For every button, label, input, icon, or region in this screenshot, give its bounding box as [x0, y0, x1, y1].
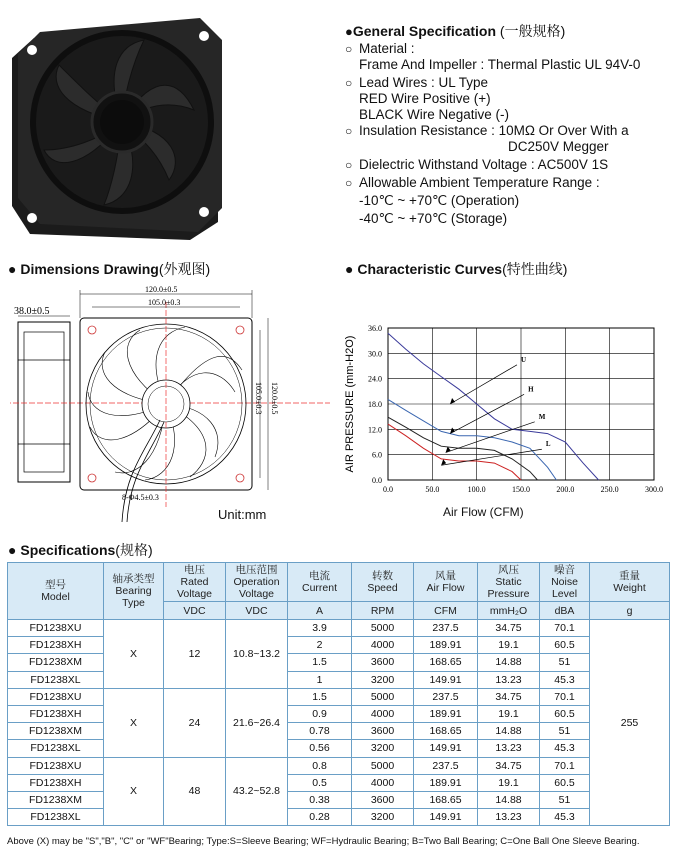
rated-voltage-cell: 24	[164, 688, 226, 757]
speed-cell: 4000	[352, 705, 414, 722]
speed-cell: 5000	[352, 757, 414, 774]
current-cell: 3.9	[288, 620, 352, 637]
spec-ambient-op: -10℃ ~ +70℃ (Operation)	[359, 193, 520, 208]
chart-y-axis-title: AIR PRESSURE (mm-H2O)	[344, 335, 356, 473]
series-pointer-h	[450, 394, 524, 433]
speed-cell: 3600	[352, 654, 414, 671]
series-pointer-m	[446, 422, 535, 453]
x-tick-label: 300.0	[645, 485, 663, 494]
speed-cell: 5000	[352, 620, 414, 637]
general-spec-title-cn: (一般规格)	[499, 23, 566, 39]
current-cell: 0.5	[288, 774, 352, 791]
model-cell: FD1238XM	[8, 723, 104, 740]
spec-lead	[345, 75, 670, 91]
current-cell: 1.5	[288, 688, 352, 705]
speed-cell: 3200	[352, 809, 414, 826]
dim-width-105: 105.0±0.3	[148, 298, 181, 307]
unit-cell: RPM	[352, 602, 414, 620]
current-cell: 0.78	[288, 723, 352, 740]
y-tick-label: 30.0	[368, 349, 382, 359]
bearing-footnote: Above (X) may be "S","B", "C" or "WF"Bearing; Type:S=Sleeve Bearing; WF=Hydraulic Bearing; B=Two Ball Bearing; C=One Ball One Sleeve Bearing.	[7, 836, 640, 847]
column-header-cn: 风量	[435, 570, 456, 582]
noise-cell: 45.3	[540, 809, 590, 826]
column-header	[8, 563, 104, 620]
column-header	[226, 563, 288, 602]
static-pressure-cell: 14.88	[478, 654, 540, 671]
column-header-en: Noise Level	[551, 576, 578, 600]
circle-bullet-icon: ○	[345, 76, 353, 90]
model-cell: FD1238XM	[8, 791, 104, 808]
air-flow-cell: 168.65	[414, 654, 478, 671]
unit-label: Unit:mm	[218, 507, 267, 522]
column-header-en: Current	[301, 582, 337, 594]
column-header-en: Bearing Type	[115, 585, 152, 609]
spec-ambient-label: Allowable Ambient Temperature Range :	[359, 175, 600, 190]
y-tick-label: 0.0	[372, 476, 382, 485]
speed-cell: 3200	[352, 671, 414, 688]
bullet-icon: ●	[8, 261, 17, 277]
model-cell: FD1238XM	[8, 654, 104, 671]
dimensions-title-cn: (外观图)	[158, 261, 211, 277]
current-cell: 0.56	[288, 740, 352, 757]
dimensions-title: Dimensions Drawing	[20, 261, 159, 277]
x-tick-label: 50.0	[425, 485, 440, 494]
spec-ambient	[345, 175, 670, 191]
air-flow-cell: 237.5	[414, 757, 478, 774]
y-tick-label: 18.0	[368, 400, 382, 409]
bearing-cell: X	[104, 620, 164, 689]
spec-lead-red: RED Wire Positive (+)	[359, 91, 491, 106]
noise-cell: 51	[540, 723, 590, 740]
column-header-cn: 电流	[309, 570, 330, 582]
noise-cell: 70.1	[540, 620, 590, 637]
table-row	[8, 688, 670, 705]
current-cell: 0.38	[288, 791, 352, 808]
series-pointer-u	[450, 365, 517, 404]
specifications-heading	[8, 540, 153, 560]
weight-cell: 255	[590, 620, 670, 826]
static-pressure-cell: 14.88	[478, 723, 540, 740]
characteristic-curves-chart	[340, 310, 670, 530]
model-cell: FD1238XU	[8, 688, 104, 705]
speed-cell: 3200	[352, 740, 414, 757]
rated-voltage-cell: 48	[164, 757, 226, 826]
air-flow-cell: 189.91	[414, 774, 478, 791]
x-tick-label: 100.0	[467, 485, 486, 494]
spec-ambient-st: -40℃ ~ +70℃ (Storage)	[359, 211, 508, 226]
circle-bullet-icon: ○	[345, 124, 353, 138]
spec-lead-black: BLACK Wire Negative (-)	[359, 107, 510, 122]
table-header-row	[8, 563, 670, 602]
operation-voltage-cell: 43.2~52.8	[226, 757, 288, 826]
operation-voltage-cell: 10.8~13.2	[226, 620, 288, 689]
general-spec-title-text: General Specification	[352, 23, 497, 39]
air-flow-cell: 237.5	[414, 620, 478, 637]
spec-material-label: Material :	[359, 41, 415, 56]
table-row	[8, 757, 670, 774]
noise-cell: 70.1	[540, 757, 590, 774]
spec-dielectric	[345, 157, 670, 173]
speed-cell: 3600	[352, 791, 414, 808]
air-flow-cell: 189.91	[414, 637, 478, 654]
spec-lead-label: Lead Wires : UL Type	[359, 75, 489, 90]
curves-title-cn: (特性曲线)	[502, 261, 568, 277]
column-header-cn: 型号	[45, 579, 66, 591]
static-pressure-cell: 13.23	[478, 671, 540, 688]
static-pressure-cell: 34.75	[478, 620, 540, 637]
column-header-en: Air Flow	[426, 582, 465, 594]
series-line-u	[388, 333, 599, 480]
noise-cell: 51	[540, 791, 590, 808]
spec-material-value: Frame And Impeller : Thermal Plastic UL 94V-0	[359, 57, 641, 72]
noise-cell: 70.1	[540, 688, 590, 705]
static-pressure-cell: 34.75	[478, 757, 540, 774]
series-label-l: L	[545, 440, 551, 449]
current-cell: 0.9	[288, 705, 352, 722]
current-cell: 2	[288, 637, 352, 654]
speed-cell: 4000	[352, 774, 414, 791]
static-pressure-cell: 19.1	[478, 637, 540, 654]
model-cell: FD1238XH	[8, 637, 104, 654]
speed-cell: 4000	[352, 637, 414, 654]
column-header-cn: 轴承类型	[112, 573, 155, 585]
air-flow-cell: 168.65	[414, 791, 478, 808]
unit-cell: dBA	[540, 602, 590, 620]
specifications-table	[7, 562, 670, 826]
air-flow-cell: 149.91	[414, 671, 478, 688]
column-header-en: Model	[41, 591, 70, 603]
noise-cell: 51	[540, 654, 590, 671]
bullet-icon: ●	[8, 542, 17, 558]
model-cell: FD1238XL	[8, 809, 104, 826]
bullet-icon: ●	[345, 261, 354, 277]
spec-insulation	[345, 123, 670, 139]
air-flow-cell: 189.91	[414, 705, 478, 722]
circle-bullet-icon: ○	[345, 42, 353, 56]
bearing-cell: X	[104, 688, 164, 757]
specifications-title-cn: (规格)	[115, 542, 153, 558]
model-cell: FD1238XL	[8, 740, 104, 757]
x-tick-label: 150.0	[512, 485, 530, 494]
unit-cell: A	[288, 602, 352, 620]
static-pressure-cell: 13.23	[478, 809, 540, 826]
circle-bullet-icon: ○	[345, 158, 353, 172]
curves-heading	[345, 259, 567, 279]
column-header-cn: 噪音	[554, 564, 575, 576]
series-arrow-u	[450, 398, 455, 404]
circle-bullet-icon: ○	[345, 176, 353, 190]
column-header	[164, 563, 226, 602]
unit-cell: mmH₂O	[478, 602, 540, 620]
unit-cell: VDC	[226, 602, 288, 620]
static-pressure-cell: 13.23	[478, 740, 540, 757]
rated-voltage-cell: 12	[164, 620, 226, 689]
static-pressure-cell: 34.75	[478, 688, 540, 705]
column-header	[590, 563, 670, 602]
column-header	[104, 563, 164, 620]
bearing-cell: X	[104, 757, 164, 826]
column-header-en: Operation Voltage	[233, 576, 280, 600]
dim-height-105: 105.0±0.3	[254, 382, 263, 415]
unit-cell: g	[590, 602, 670, 620]
noise-cell: 60.5	[540, 705, 590, 722]
column-header-cn: 重量	[619, 570, 640, 582]
column-header-en: Static Pressure	[487, 576, 530, 600]
noise-cell: 45.3	[540, 671, 590, 688]
specifications-title: Specifications	[20, 542, 116, 558]
air-flow-cell: 149.91	[414, 809, 478, 826]
spec-insulation-cont: DC250V Megger	[508, 139, 609, 154]
model-cell: FD1238XH	[8, 774, 104, 791]
series-line-l	[388, 424, 521, 480]
speed-cell: 3600	[352, 723, 414, 740]
x-tick-label: 250.0	[600, 485, 619, 494]
current-cell: 0.8	[288, 757, 352, 774]
dim-width-120: 120.0±0.5	[145, 285, 178, 294]
static-pressure-cell: 19.1	[478, 774, 540, 791]
noise-cell: 45.3	[540, 740, 590, 757]
spec-dielectric-text: Dielectric Withstand Voltage : AC500V 1S	[359, 157, 609, 172]
curves-title: Characteristic Curves	[357, 261, 503, 277]
air-flow-cell: 149.91	[414, 740, 478, 757]
series-line-h	[388, 399, 556, 480]
column-header	[540, 563, 590, 602]
operation-voltage-cell: 21.6~26.4	[226, 688, 288, 757]
dim-height-120: 120.0±0.5	[270, 382, 279, 415]
static-pressure-cell: 14.88	[478, 791, 540, 808]
general-specification	[345, 22, 670, 227]
column-header-en: Speed	[367, 582, 398, 594]
model-cell: FD1238XH	[8, 705, 104, 722]
column-header-cn: 转数	[372, 570, 393, 582]
column-header	[414, 563, 478, 602]
series-label-h: H	[528, 385, 534, 394]
dimensions-heading	[8, 259, 210, 279]
dimensions-drawing	[10, 282, 330, 527]
dim-depth-38: 38.0±0.5	[14, 306, 50, 317]
y-tick-label: 36.0	[368, 324, 382, 333]
model-cell: FD1238XU	[8, 757, 104, 774]
column-header-cn: 风压	[498, 564, 519, 576]
spec-material	[345, 41, 670, 57]
dim-mounting-holes: 8-Φ4.5±0.3	[122, 493, 159, 502]
current-cell: 1	[288, 671, 352, 688]
column-header	[478, 563, 540, 602]
column-header	[352, 563, 414, 602]
x-tick-label: 200.0	[556, 485, 575, 494]
current-cell: 1.5	[288, 654, 352, 671]
unit-cell: VDC	[164, 602, 226, 620]
general-spec-title	[345, 22, 670, 41]
chart-x-axis-title: Air Flow (CFM)	[443, 505, 524, 519]
model-cell: FD1238XU	[8, 620, 104, 637]
column-header-en: Rated Voltage	[176, 576, 213, 600]
x-tick-label: 0.0	[383, 485, 393, 494]
noise-cell: 60.5	[540, 774, 590, 791]
noise-cell: 60.5	[540, 637, 590, 654]
column-header-cn: 电压	[184, 564, 205, 576]
model-cell: FD1238XL	[8, 671, 104, 688]
y-tick-label: 6.0	[372, 450, 382, 460]
series-label-u: U	[521, 355, 527, 364]
air-flow-cell: 237.5	[414, 688, 478, 705]
column-header	[288, 563, 352, 602]
column-header-cn: 电压范围	[235, 564, 278, 576]
y-tick-label: 24.0	[368, 374, 382, 384]
speed-cell: 5000	[352, 688, 414, 705]
series-label-m: M	[538, 412, 546, 421]
unit-cell: CFM	[414, 602, 478, 620]
y-tick-label: 12.0	[368, 425, 382, 435]
bullet-icon: ●	[345, 24, 353, 39]
static-pressure-cell: 19.1	[478, 705, 540, 722]
spec-insulation-label: Insulation Resistance : 10MΩ Or Over With a	[359, 123, 629, 138]
air-flow-cell: 168.65	[414, 723, 478, 740]
fan-product-photo	[4, 10, 226, 242]
current-cell: 0.28	[288, 809, 352, 826]
series-arrow-h	[450, 428, 455, 434]
column-header-en: Weight	[613, 582, 646, 594]
table-row	[8, 620, 670, 637]
